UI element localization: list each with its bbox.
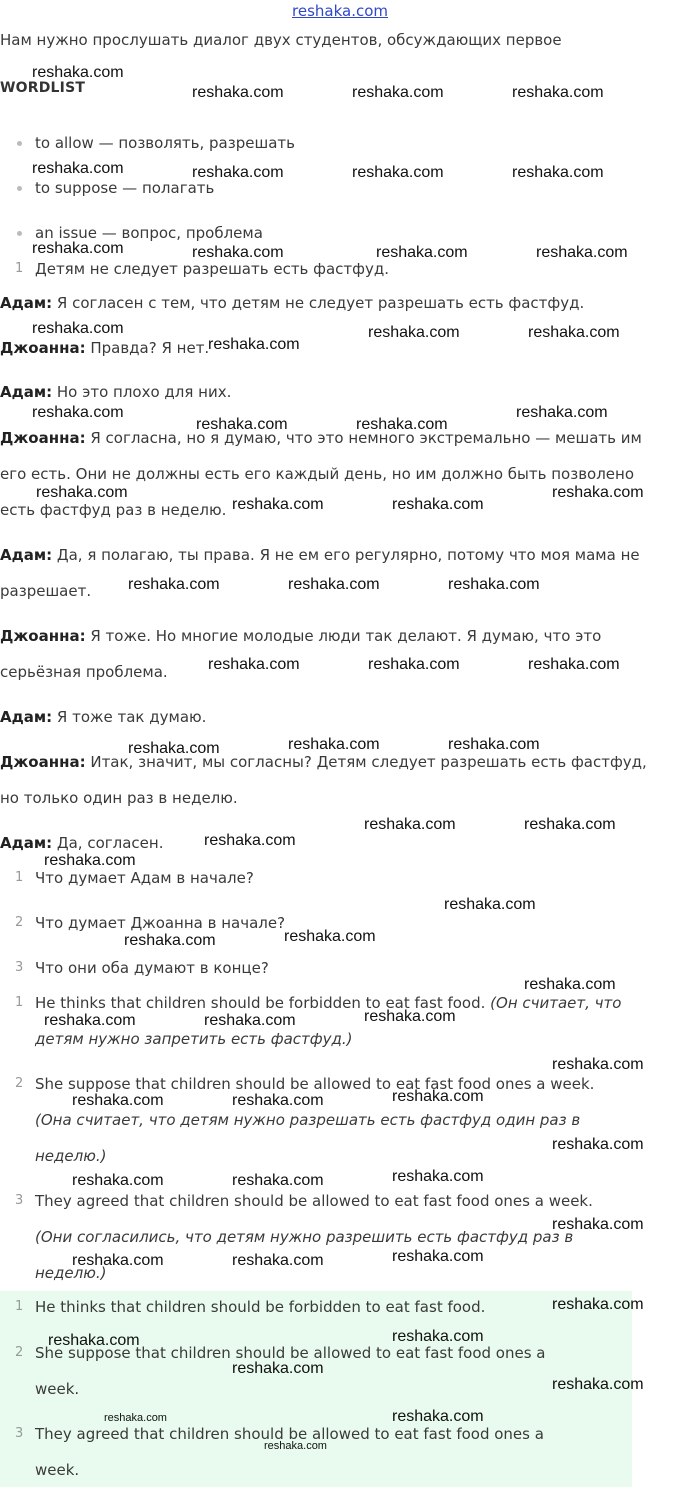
speaker-name: Адам: (0, 834, 53, 852)
watermark-text: reshaka.com (48, 1332, 140, 1349)
final-answer-number: 2 (15, 1345, 24, 1360)
wordlist-item-text: an issue — вопрос, проблема (35, 224, 263, 242)
watermark-text: reshaka.com (392, 1328, 484, 1345)
watermark-text: reshaka.com (392, 496, 484, 513)
answer-english: He thinks that children should be forbidden to eat fast food. (35, 994, 491, 1012)
dialogue-text: Да, я полагаю, ты права. Я не ем его регулярно, потому что моя мама не (56, 546, 640, 564)
watermark-text: reshaka.com (448, 736, 540, 753)
watermark-text: reshaka.com (552, 484, 644, 501)
watermark-text: reshaka.com (192, 244, 284, 261)
answer-translation: (Она считает, что детям нужно разрешать есть фастфуд один раз в (35, 1111, 581, 1129)
watermark-text: reshaka.com (72, 1252, 164, 1269)
watermark-text: reshaka.com (364, 816, 456, 833)
dialogue-text: Да, согласен. (56, 834, 164, 852)
question-text: Что думает Адам в начале? (35, 869, 254, 887)
question-number: 2 (15, 915, 24, 930)
dialogue-text: Я согласен с тем, что детям не следует разрешать есть фастфуд. (56, 294, 585, 312)
watermark-text: reshaka.com (232, 1172, 324, 1189)
final-answers-box (0, 1291, 632, 1487)
answer-number: 3 (15, 1193, 24, 1208)
watermark-text: reshaka.com (528, 324, 620, 341)
dialogue-text: его есть. Они не должны есть его каждый день, но им должно быть позволено (0, 465, 635, 483)
speaker-name: Адам: (0, 708, 53, 726)
watermark-text: reshaka.com (232, 1252, 324, 1269)
dialogue-line (0, 753, 647, 771)
dialogue-line (0, 383, 231, 401)
watermark-text: reshaka.com (104, 1412, 167, 1424)
dialogue-text: Итак, значит, мы согласны? Детям следует разрешать есть фастфуд, (90, 753, 647, 771)
watermark-text: reshaka.com (352, 164, 444, 181)
final-answer-text: They agreed that children should be allowed to eat fast food ones a (35, 1425, 544, 1443)
dialogue-line (0, 834, 163, 852)
watermark-text: reshaka.com (552, 1216, 644, 1233)
watermark-text: reshaka.com (128, 576, 220, 593)
watermark-text: reshaka.com (368, 324, 460, 341)
watermark-text: reshaka.com (128, 740, 220, 757)
watermark-text: reshaka.com (552, 1376, 644, 1393)
watermark-text: reshaka.com (208, 656, 300, 673)
watermark-text: reshaka.com (36, 484, 128, 501)
final-answer-text: week. (35, 1461, 80, 1479)
answer-english: They agreed that children should be allowed to eat fast food ones a week. (35, 1192, 593, 1210)
dialogue-line (0, 294, 584, 312)
watermark-text: reshaka.com (516, 404, 608, 421)
watermark-text: reshaka.com (512, 84, 604, 101)
speaker-name: Джоанна: (0, 753, 86, 771)
watermark-text: reshaka.com (524, 816, 616, 833)
watermark-text: reshaka.com (392, 1088, 484, 1105)
watermark-text: reshaka.com (72, 1172, 164, 1189)
final-answer-text: She suppose that children should be allowed to eat fast food ones a (35, 1344, 546, 1362)
watermark-text: reshaka.com (392, 1408, 484, 1425)
dialogue-text: Я тоже. Но многие молодые люди так делают. Я думаю, что это (90, 627, 602, 645)
watermark-text: reshaka.com (288, 736, 380, 753)
question-number: 1 (15, 870, 24, 885)
question-text: Что они оба думают в конце? (35, 959, 269, 977)
watermark-text: reshaka.com (204, 1012, 296, 1029)
watermark-text: reshaka.com (232, 1092, 324, 1109)
final-answer-number: 1 (15, 1299, 24, 1314)
intro-text: Нам нужно прослушать диалог двух студентов, обсуждающих первое (0, 31, 562, 49)
watermark-text: reshaka.com (124, 932, 216, 949)
answer-translation: неделю.) (35, 1147, 107, 1165)
watermark-text: reshaka.com (32, 320, 124, 337)
watermark-text: reshaka.com (288, 576, 380, 593)
final-answer-number: 3 (15, 1426, 24, 1441)
question-text: Что думает Джоанна в начале? (35, 914, 286, 932)
dialogue-text: Я тоже так думаю. (56, 708, 207, 726)
watermark-text: reshaka.com (32, 404, 124, 421)
watermark-text: reshaka.com (352, 84, 444, 101)
watermark-text: reshaka.com (192, 164, 284, 181)
watermark-text: reshaka.com (392, 1248, 484, 1265)
answer-number: 1 (15, 995, 24, 1010)
watermark-text: reshaka.com (44, 852, 136, 869)
speaker-name: Джоанна: (0, 627, 86, 645)
site-link[interactable]: reshaka.com (292, 2, 388, 20)
dialogue-line (0, 339, 209, 357)
watermark-text: reshaka.com (264, 1440, 327, 1452)
bullet-icon (17, 186, 22, 191)
final-answer-text: He thinks that children should be forbidden to eat fast food. (35, 1298, 486, 1316)
wordlist-heading: WORDLIST (0, 80, 86, 96)
watermark-text: reshaka.com (528, 656, 620, 673)
answer-translation: (Они согласились, что детям нужно разрешить есть фастфуд раз в (35, 1228, 574, 1246)
watermark-text: reshaka.com (208, 336, 300, 353)
watermark-text: reshaka.com (32, 64, 124, 81)
watermark-text: reshaka.com (392, 1168, 484, 1185)
watermark-text: reshaka.com (72, 1092, 164, 1109)
answer-number: 2 (15, 1076, 24, 1091)
watermark-text: reshaka.com (364, 1008, 456, 1025)
watermark-text: reshaka.com (552, 1296, 644, 1313)
watermark-text: reshaka.com (196, 416, 288, 433)
bullet-icon (17, 231, 22, 236)
answer-translation: неделю.) (35, 1264, 107, 1282)
watermark-text: reshaka.com (192, 84, 284, 101)
dialogue-text: Я согласна, но я думаю, что это немного экстремально — мешать им (90, 429, 642, 447)
watermark-text: reshaka.com (204, 832, 296, 849)
answer-english: She suppose that children should be allowed to eat fast food ones a week. (35, 1075, 595, 1093)
watermark-text: reshaka.com (232, 496, 324, 513)
watermark-text: reshaka.com (444, 896, 536, 913)
watermark-text: reshaka.com (232, 1360, 324, 1377)
watermark-text: reshaka.com (376, 244, 468, 261)
dialogue-text: разрешает. (0, 582, 92, 600)
watermark-text: reshaka.com (368, 656, 460, 673)
dialogue-line (0, 546, 640, 564)
question-number: 3 (15, 960, 24, 975)
dialogue-text: Правда? Я нет. (90, 339, 210, 357)
answer-translation: детям нужно запретить есть фастфуд.) (35, 1030, 353, 1048)
final-answer-text: week. (35, 1380, 80, 1398)
wordlist-item-text: to suppose — полагать (35, 179, 215, 197)
dialogue-line (0, 627, 601, 645)
bullet-icon (17, 141, 22, 146)
speaker-name: Адам: (0, 383, 53, 401)
watermark-text: reshaka.com (552, 1136, 644, 1153)
watermark-text: reshaka.com (552, 1056, 644, 1073)
dialogue-line (0, 429, 642, 447)
statement-text: Детям не следует разрешать есть фастфуд. (35, 260, 390, 278)
answer-translation: (Он считает, что (490, 994, 622, 1012)
wordlist-item-text: to allow — позволять, разрешать (35, 134, 295, 152)
statement-number: 1 (15, 261, 24, 276)
dialogue-text: Но это плохо для них. (56, 383, 232, 401)
dialogue-line (0, 708, 206, 726)
speaker-name: Адам: (0, 294, 53, 312)
watermark-text: reshaka.com (32, 160, 124, 177)
dialogue-text: но только один раз в неделю. (0, 789, 238, 807)
speaker-name: Джоанна: (0, 339, 86, 357)
watermark-text: reshaka.com (32, 240, 124, 257)
watermark-text: reshaka.com (448, 576, 540, 593)
watermark-text: reshaka.com (536, 244, 628, 261)
speaker-name: Адам: (0, 546, 53, 564)
watermark-text: reshaka.com (356, 416, 448, 433)
dialogue-text: есть фастфуд раз в неделю. (0, 501, 227, 519)
watermark-text: reshaka.com (512, 164, 604, 181)
speaker-name: Джоанна: (0, 429, 86, 447)
watermark-text: reshaka.com (44, 1012, 136, 1029)
dialogue-text: серьёзная проблема. (0, 663, 168, 681)
watermark-text: reshaka.com (524, 976, 616, 993)
watermark-text: reshaka.com (284, 928, 376, 945)
